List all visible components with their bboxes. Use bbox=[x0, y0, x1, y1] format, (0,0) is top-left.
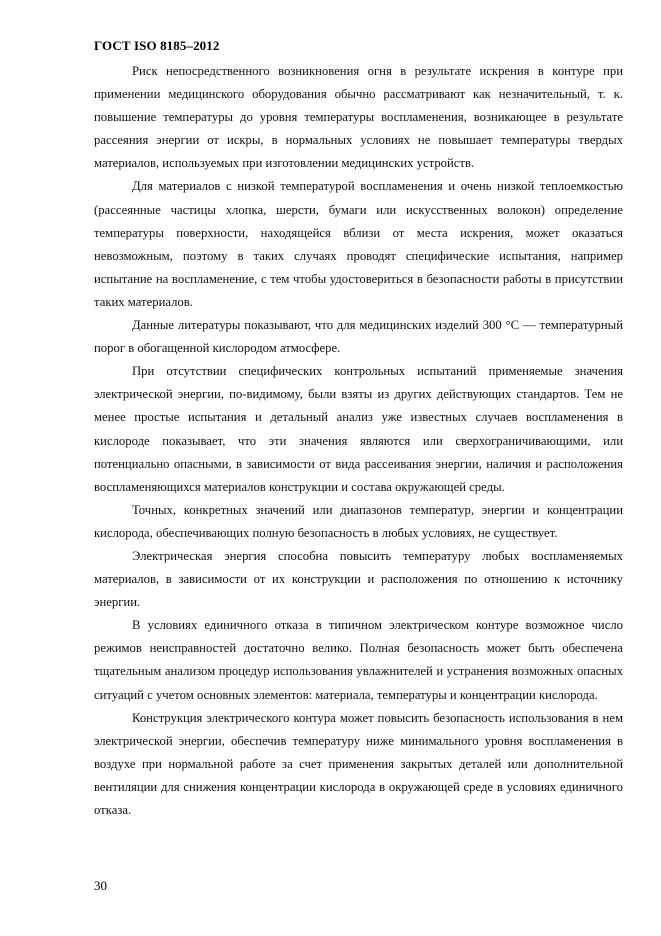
paragraph: Риск непосредственного возникновения огня в результате искрения в контуре при применении медицинского оборудования обычно рассматривают как незначительный, т. к. повышение температуры до уровня температуры воспламенения, возникающее в результате рассеяния энергии от искры, в нормальных условиях не повышает температуры твердых материалов, используемых при изготовлении медицинских устройств. bbox=[94, 64, 623, 171]
paragraph: При отсутствии специфических контрольных испытаний применяемые значения электрической энергии, по-видимому, были взяты из других действующих стандартов. Тем не менее простые испытания и детальный анализ уже известных случаев воспламенения в кислороде показывает, что эти значения являются или сверхограничивающими, или потенциально опасными, в зависимости от вида рассеивания энергии, наличия и расположения воспламеняющихся материалов конструкции и состава окружающей среды. bbox=[94, 364, 623, 494]
paragraph: Для материалов с низкой температурой воспламенения и очень низкой теплоемкостью (рассеянные частицы хлопка, шерсти, бумаги или искусственных волокон) определение температуры поверхности, находящейся вблизи от места искрения, может оказаться невозможным, поэтому в таких случаях проводят специфические испытания, например испытание на воспламенение, с тем чтобы удостовериться в безопасности работы в присутствии таких материалов. bbox=[94, 179, 623, 309]
document-body bbox=[94, 60, 623, 822]
paragraph: Электрическая энергия способна повысить температуру любых воспламеняемых материалов, в зависимости от их конструкции и расположения по отношению к источнику энергии. bbox=[94, 548, 623, 610]
paragraph: Данные литературы показывают, что для медицинских изделий 300 °C — температурный порог в обогащенной кислородом атмосфере. bbox=[94, 318, 623, 356]
paragraph: Конструкция электрического контура может повысить безопасность использования в нем электрической энергии, обеспечив температуру ниже минимального уровня воспламенения в воздухе при нормальной работе за счет применения закрытых деталей или дополнительной вентиляции для снижения концентрации кислорода в окружающей среде в условиях единичного отказа. bbox=[94, 710, 623, 817]
page-number: 30 bbox=[94, 878, 107, 893]
paragraph: В условиях единичного отказа в типичном электрическом контуре возможное число режимов неисправностей достаточно велико. Полная безопасность может быть обеспечена тщательным анализом процедур использования увлажнителей и устранения возможных опасных ситуаций с учетом основных элементов: материала, температуры и концентрации кислорода. bbox=[94, 618, 623, 702]
document-header: ГОСТ ISO 8185–2012 bbox=[94, 38, 220, 53]
paragraph: Точных, конкретных значений или диапазонов температур, энергии и концентрации кислорода, обеспечивающих полную безопасность в любых условиях, не существует. bbox=[94, 502, 623, 540]
